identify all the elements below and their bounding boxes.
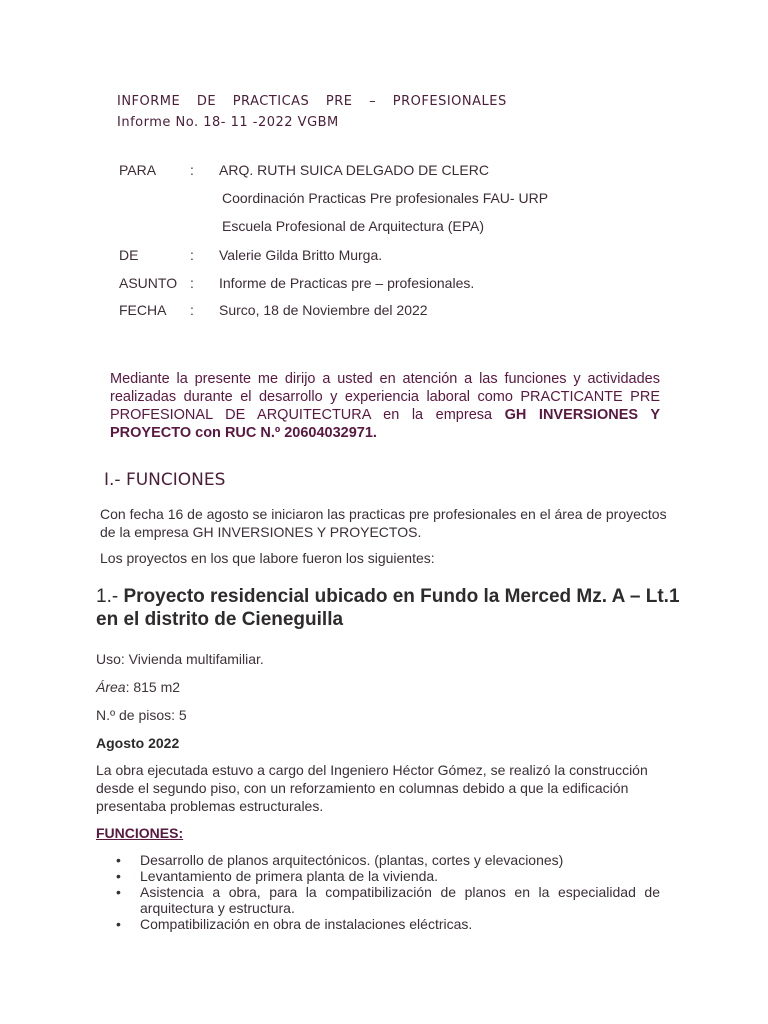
- de-separator: :: [190, 247, 194, 263]
- project-title: Proyecto residencial ubicado en Fundo la Merced Mz. A – Lt.1 en el distrito de Cieneguilla: [96, 586, 680, 630]
- project-area-label: Área: [96, 679, 126, 695]
- report-title: INFORME DE PRACTICAS PRE – PROFESIONALES: [117, 94, 507, 109]
- bullet-icon: •: [116, 884, 121, 900]
- fecha-separator: :: [190, 302, 194, 318]
- section-paragraph-1: Con fecha 16 de agosto se iniciaron las practicas pre profesionales en el área de proyectos de la empresa GH INVERSIONES Y PROYECTOS.: [100, 506, 667, 540]
- fecha-label: FECHA: [119, 302, 167, 318]
- list-item: • Levantamiento de primera planta de la vivienda.: [116, 868, 439, 884]
- report-number: Informe No. 18- 11 -2022 VGBM: [117, 115, 339, 130]
- project-area-value: : 815 m2: [125, 679, 181, 695]
- funciones-title: FUNCIONES:: [96, 825, 184, 841]
- section-paragraph-2: Los proyectos en los que labore fueron los siguientes:: [100, 550, 435, 566]
- project-description: La obra ejecutada estuvo a cargo del Ingeniero Héctor Gómez, se realizó la construcción desde el segundo piso, con un reforzamiento en columnas debido a que la edificación presentaba problemas estructurales.: [96, 762, 648, 814]
- project-heading: [96, 585, 696, 631]
- asunto-label: ASUNTO: [119, 275, 178, 291]
- bullet-icon: •: [116, 868, 121, 884]
- fecha-value: Surco, 18 de Noviembre del 2022: [219, 302, 428, 318]
- list-item: • Desarrollo de planos arquitectónicos. (plantas, cortes y elevaciones): [116, 852, 564, 868]
- list-item: • Compatibilización en obra de instalaciones eléctricas.: [116, 916, 473, 932]
- project-month: Agosto 2022: [96, 735, 180, 751]
- asunto-separator: :: [190, 275, 194, 291]
- project-area: [96, 679, 180, 695]
- asunto-value: Informe de Practicas pre – profesionales.: [219, 275, 475, 291]
- bullet-icon: •: [116, 916, 121, 932]
- project-pisos: N.º de pisos: 5: [96, 707, 187, 723]
- intro-paragraph: [110, 370, 660, 442]
- intro-text: Mediante la presente me dirijo a usted en atención a las funciones y actividades realizadas durante el desarrollo y experiencia laboral como PRACTICANTE PRE PROFESIONAL DE ARQUITECTURA en la empresa: [110, 371, 660, 423]
- de-value: Valerie Gilda Britto Murga.: [219, 247, 383, 263]
- para-line-3: Escuela Profesional de Arquitectura (EPA): [222, 218, 484, 234]
- project-uso: Uso: Vivienda multifamiliar.: [96, 651, 264, 667]
- para-label: PARA: [119, 162, 157, 178]
- list-item: • Asistencia a obra, para la compatibilización de planos en la especialidad de arquitectura y estructura.: [116, 884, 660, 916]
- project-number: 1.-: [96, 586, 119, 607]
- para-line-1: ARQ. RUTH SUICA DELGADO DE CLERC: [219, 162, 489, 178]
- funciones-list: [112, 852, 660, 932]
- para-separator: :: [190, 162, 194, 178]
- bullet-icon: •: [116, 852, 121, 868]
- para-line-2: Coordinación Practicas Pre profesionales FAU- URP: [222, 190, 549, 206]
- intro-company: GH INVERSIONES Y PROYECTO con RUC N.º 20604032971.: [110, 407, 660, 441]
- de-label: DE: [119, 247, 139, 263]
- section-title: I.- FUNCIONES: [104, 470, 226, 490]
